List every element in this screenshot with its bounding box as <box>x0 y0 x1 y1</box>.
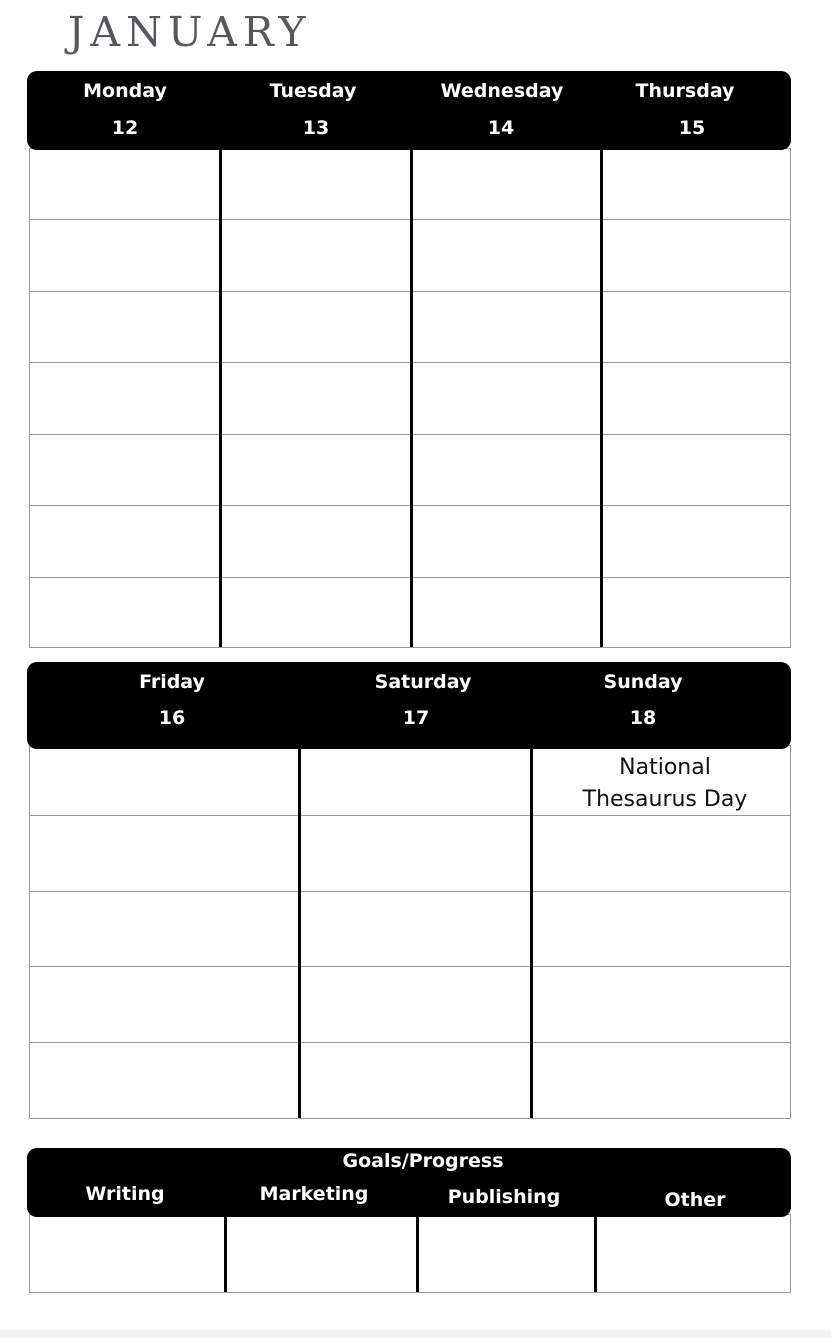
goals-grid <box>29 1214 791 1293</box>
day-date-wednesday: 14 <box>487 117 515 139</box>
goal-category-other: Other <box>664 1189 726 1211</box>
day-name-tuesday: Tuesday <box>269 80 357 102</box>
week2-grid <box>29 745 791 1119</box>
day-name-saturday: Saturday <box>374 671 472 693</box>
page-bottom-edge <box>0 1330 831 1338</box>
goal-category-writing: Writing <box>85 1183 165 1205</box>
column-divider <box>600 149 603 647</box>
goal-category-marketing: Marketing <box>259 1183 369 1205</box>
day-date-tuesday: 13 <box>302 117 330 139</box>
day-date-thursday: 15 <box>678 117 706 139</box>
goal-category-publishing: Publishing <box>447 1186 561 1208</box>
day-name-wednesday: Wednesday <box>440 80 564 102</box>
column-divider <box>298 746 301 1118</box>
day-name-friday: Friday <box>139 671 205 693</box>
row-divider <box>30 966 790 967</box>
day-date-saturday: 17 <box>402 707 430 729</box>
column-divider <box>416 1215 419 1292</box>
column-divider <box>594 1215 597 1292</box>
week2-header <box>27 662 791 749</box>
day-name-thursday: Thursday <box>635 80 735 102</box>
sunday-note: National Thesaurus Day <box>582 755 748 812</box>
column-divider <box>410 149 413 647</box>
day-date-friday: 16 <box>158 707 186 729</box>
day-date-sunday: 18 <box>629 707 657 729</box>
week1-header <box>27 71 791 150</box>
month-title: JANUARY <box>68 8 312 56</box>
goals-title: Goals/Progress <box>342 1150 504 1172</box>
column-divider <box>219 149 222 647</box>
column-divider <box>224 1215 227 1292</box>
goals-header <box>27 1148 791 1217</box>
day-name-sunday: Sunday <box>603 671 683 693</box>
column-divider <box>530 746 533 1118</box>
day-date-monday: 12 <box>111 117 139 139</box>
row-divider <box>30 1042 790 1043</box>
day-name-monday: Monday <box>83 80 167 102</box>
row-divider <box>30 891 790 892</box>
week1-grid <box>29 148 791 648</box>
